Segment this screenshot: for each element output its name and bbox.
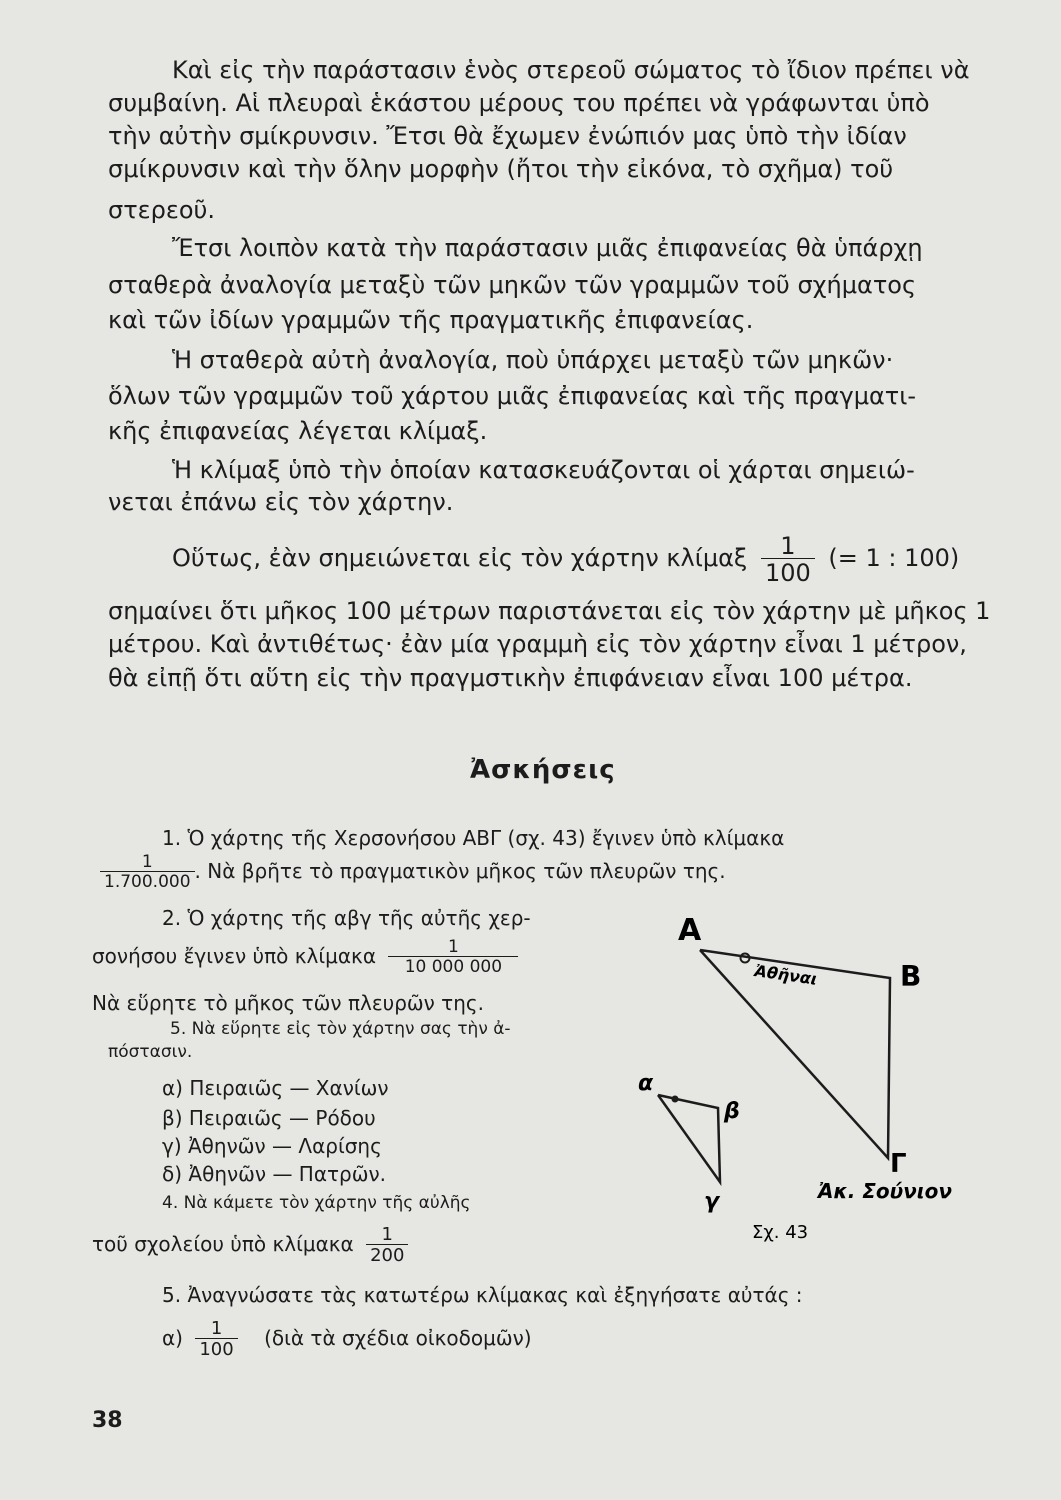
para5-line-3: μέτρου. Καὶ ἀντιθέτως· ἐὰν μία γραμμὴ εἰς τὸν χάρτην εἶναι 1 μέτρον, [108, 630, 967, 658]
para1-line-3: τὴν αὐτὴν σμίκρυνσιν. Ἔτσι θὰ ἔχωμεν ἐνώπιόν μας ὑπὸ τὴν ἰδίαν [108, 122, 907, 150]
ex2-fraction [388, 939, 518, 976]
exercise-2-line-1: 2. Ὁ χάρτης τῆς αβγ τῆς αὐτῆς χερ- [162, 906, 531, 930]
para1-line-5: στερεοῦ. [108, 196, 216, 224]
figure-43 [620, 900, 1020, 1260]
piraeus-dot [672, 1096, 679, 1103]
para5-frac-den: 100 [761, 558, 815, 585]
para4-line-1: Ἡ κλίμαξ ὑπὸ τὴν ὁποίαν κατασκευάζονται οἱ χάρται σημειώ- [172, 456, 915, 484]
exercise-1-line-2 [100, 848, 726, 894]
exercises-heading: Ἀσκήσεις [470, 755, 616, 785]
para5-fraction [761, 531, 815, 587]
para2-line-3: καὶ τῶν ἰδίων γραμμῶν τῆς πραγματικῆς ἐπιφανείας. [108, 306, 754, 334]
para5-line-2: σημαίνει ὅτι μῆκος 100 μέτρων παριστάνεται εἰς τὸν χάρτην μὲ μῆκος 1 [108, 597, 991, 625]
exercise-5-item-a [162, 1312, 532, 1364]
label-B: Β [900, 960, 922, 993]
page-number: 38 [92, 1408, 123, 1433]
para3-line-3: κῆς ἐπιφανείας λέγεται κλίμαξ. [108, 417, 488, 445]
label-G: Γ [890, 1149, 907, 1179]
exercise-4-line-2 [92, 1218, 414, 1270]
ex4-frac-den: 200 [366, 1244, 408, 1265]
para2-line-2: σταθερὰ ἀναλογία μεταξὺ τῶν μηκῶν τῶν γραμμῶν τοῦ σχήματος [108, 271, 917, 299]
exercise-3-line-1: 5. Νὰ εὕρητε εἰς τὸν χάρτην σας τὴν ἀ- [170, 1019, 511, 1039]
ex1-fraction [100, 854, 195, 891]
exercise-2-line-3: Νὰ εὕρητε τὸ μῆκος τῶν πλευρῶν της. [92, 991, 484, 1015]
para3-line-1: Ἡ σταθερὰ αὐτὴ ἀναλογία, ποὺ ὑπάρχει μεταξὺ τῶν μηκῶν· [172, 346, 894, 374]
para5-line-4: θὰ εἰπῇ ὅτι αὕτη εἰς τὴν πραγμστικὴν ἐπιφάνειαν εἶναι 100 μέτρα. [108, 664, 913, 692]
ex5a-note: (διὰ τὰ σχέδια οἰκοδομῶν) [264, 1326, 532, 1350]
ex1-frac-den: 1.700.000 [100, 871, 195, 891]
exercise-4-line-1: 4. Νὰ κάμετε τὸν χάρτην τῆς αὐλῆς [162, 1193, 471, 1213]
exercise-3-line-2: πόστασιν. [108, 1042, 193, 1062]
ex5a-frac-den: 100 [195, 1338, 237, 1359]
para5-lead: Οὕτως, ἐὰν σημειώνεται εἰς τὸν χάρτην κλίμαξ [172, 544, 748, 572]
para5-ratio: (= 1 : 100) [828, 544, 960, 572]
ex1-frac-num: 1 [141, 852, 153, 872]
ex5a-label: α) [162, 1326, 183, 1350]
para5-frac-num: 1 [780, 531, 796, 560]
label-b: β [724, 1099, 740, 1124]
exercise-3-item-a: α) Πειραιῶς — Χανίων [162, 1076, 389, 1100]
ex1-rest: . Νὰ βρῆτε τὸ πραγματικὸν μῆκος τῶν πλευρῶν της. [194, 859, 726, 883]
para4-line-2: νεται ἐπάνω εἰς τὸν χάρτην. [108, 488, 454, 516]
para5-line-1 [172, 530, 959, 586]
para1-line-4: σμίκρυνσιν καὶ τὴν ὅλην μορφὴν (ἤτοι τὴν εἰκόνα, τὸ σχῆμα) τοῦ [108, 155, 894, 183]
ex4-frac-num: 1 [381, 1224, 393, 1245]
para1-line-1: Καὶ εἰς τὴν παράστασιν ἑνὸς στερεοῦ σώματος τὸ ἴδιον πρέπει νὰ [172, 56, 970, 84]
para3-line-2: ὅλων τῶν γραμμῶν τοῦ χάρτου μιᾶς ἐπιφανείας καὶ τῆς πραγματι- [108, 382, 917, 410]
label-sounion: Ἀκ. Σούνιον [818, 1179, 952, 1203]
label-g: γ [704, 1189, 719, 1214]
ex2-frac-den: 10 000 000 [388, 956, 518, 976]
exercise-5-line-1: 5. Ἀναγνώσατε τὰς κατωτέρω κλίμακας καὶ ἐξηγήσατε αὐτάς : [162, 1283, 803, 1307]
ex2-frac-num: 1 [447, 937, 459, 957]
exercise-3-item-d: δ) Ἀθηνῶν — Πατρῶν. [162, 1162, 387, 1186]
label-athens: Ἀθῆναι [753, 961, 819, 989]
exercise-2-line-2 [92, 932, 524, 980]
exercise-1-line-1: 1. Ὁ χάρτης τῆς Χερσονήσου ΑΒΓ (σχ. 43) ἔγινεν ὑπὸ κλίμακα [162, 826, 785, 850]
ex2-lead: σονήσου ἔγινεν ὑπὸ κλίμακα [92, 944, 377, 968]
label-A: Α [678, 913, 702, 948]
para2-line-1: Ἔτσι λοιπὸν κατὰ τὴν παράστασιν μιᾶς ἐπιφανείας θὰ ὑπάρχῃ [172, 234, 923, 262]
label-a: α [638, 1071, 654, 1096]
ex5a-fraction [195, 1320, 237, 1359]
figure-caption: Σχ. 43 [752, 1222, 809, 1243]
para1-line-2: συμβαίνη. Αἱ πλευραὶ ἑκάστου μέρους του πρέπει νὰ γράφωνται ὑπὸ [108, 89, 930, 117]
ex5a-frac-num: 1 [210, 1318, 223, 1339]
exercise-3-item-c: γ) Ἀθηνῶν — Λαρίσης [162, 1134, 382, 1158]
exercise-3-item-b: β) Πειραιῶς — Ρόδου [162, 1106, 376, 1130]
ex4-lead: τοῦ σχολείου ὑπὸ κλίμακα [92, 1232, 354, 1256]
triangle-abg [658, 1095, 720, 1182]
ex4-fraction [366, 1226, 408, 1265]
